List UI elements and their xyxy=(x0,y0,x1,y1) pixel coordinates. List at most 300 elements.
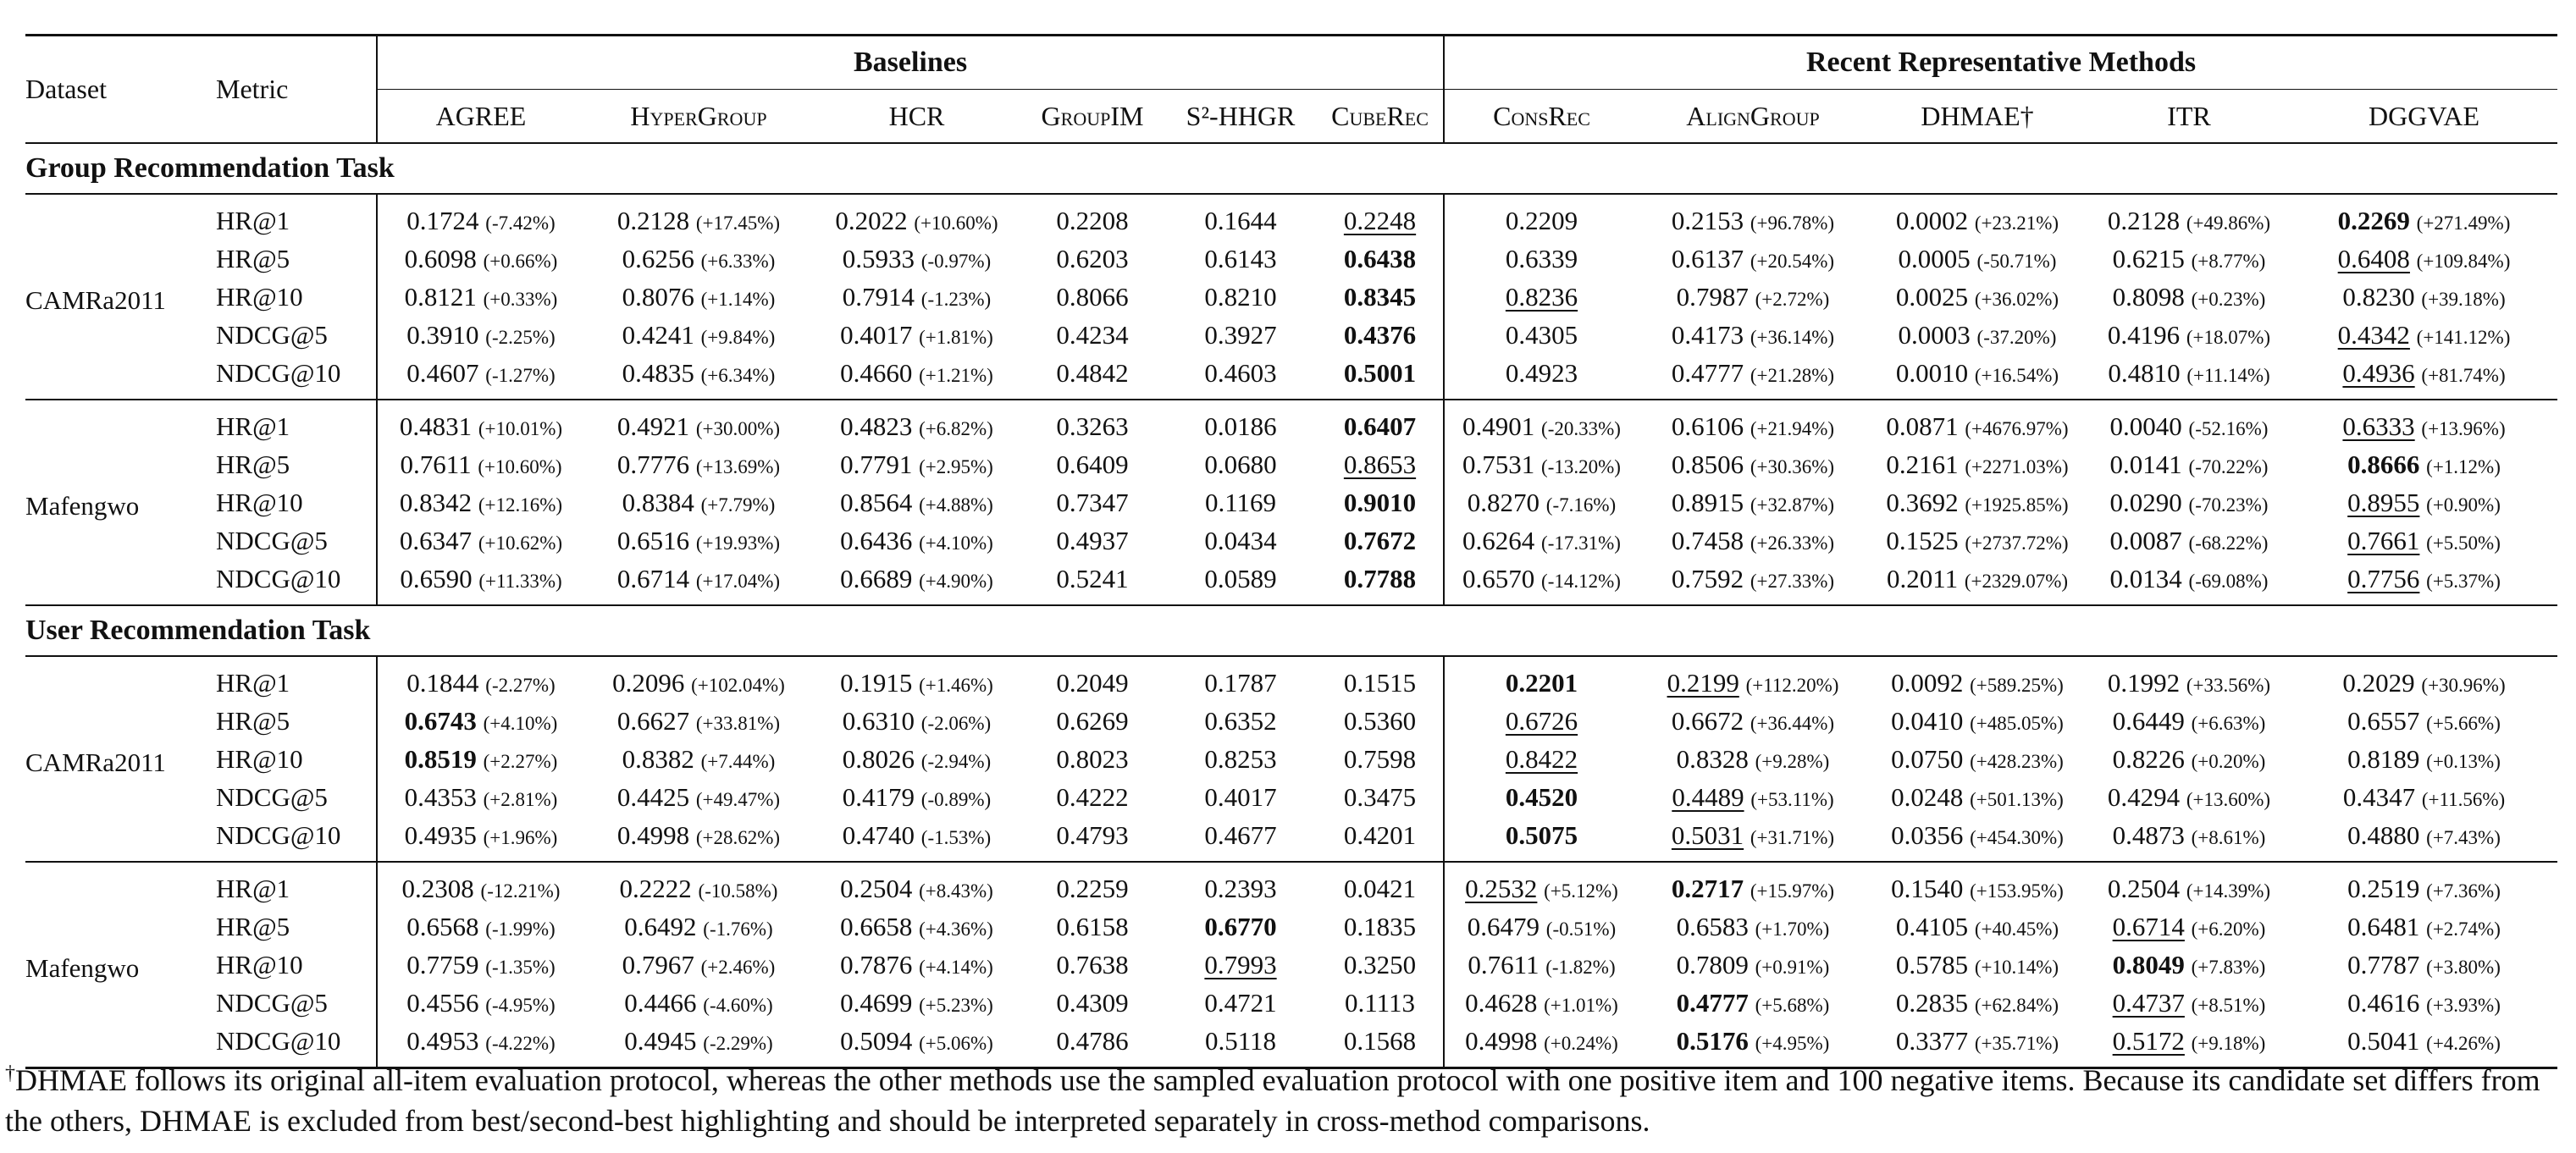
cell-value: 0.7638 xyxy=(1056,949,1129,979)
cell-value: 0.2011 xyxy=(1886,563,1959,593)
table-row xyxy=(25,278,2557,316)
metric-cell xyxy=(1164,656,1317,702)
cell-value: 0.6203 xyxy=(1056,243,1129,273)
cell-value: 0.4677 xyxy=(1204,819,1277,850)
cell-value: 0.2049 xyxy=(1056,667,1129,698)
metric-cell xyxy=(1164,908,1317,946)
relative-change: (+7.43%) xyxy=(2426,826,2501,848)
best-value: 0.7672 xyxy=(1343,525,1417,555)
metric-cell xyxy=(1867,278,2087,316)
relative-change: (+33.56%) xyxy=(2186,674,2271,696)
relative-change: (+0.66%) xyxy=(483,250,558,272)
metric-cell xyxy=(377,946,584,984)
metric-cell xyxy=(1164,702,1317,740)
relative-change: (-2.25%) xyxy=(485,326,556,348)
metric-cell xyxy=(1164,560,1317,605)
metric-cell xyxy=(1164,483,1317,521)
relative-change: (-70.22%) xyxy=(2188,455,2269,477)
cell-value: 0.4607 xyxy=(406,357,479,388)
relative-change: (-1.82%) xyxy=(1545,956,1616,978)
relative-change: (+20.54%) xyxy=(1750,250,1835,272)
relative-change: (+8.61%) xyxy=(2191,826,2266,848)
relative-change: (+9.84%) xyxy=(700,326,776,348)
metric-cell xyxy=(1867,316,2087,354)
metric-name: NDCG@5 xyxy=(216,525,328,555)
metric-cell xyxy=(2291,946,2557,984)
metric-cell xyxy=(1020,445,1164,483)
relative-change: (+3.93%) xyxy=(2426,994,2501,1016)
best-value: 0.8345 xyxy=(1343,281,1417,312)
cell-value: 0.4105 xyxy=(1895,911,1969,941)
metric-cell xyxy=(813,400,1020,445)
relative-change: (+5.50%) xyxy=(2426,532,2501,554)
metric-cell xyxy=(2087,946,2291,984)
cell-value: 0.4793 xyxy=(1056,819,1129,850)
cell-value: 0.0134 xyxy=(2109,563,2182,593)
header-row-groups xyxy=(25,36,2557,90)
relative-change: (+141.12%) xyxy=(2416,326,2511,348)
cell-value: 0.6137 xyxy=(1671,243,1744,273)
metric-cell xyxy=(1020,908,1164,946)
relative-change: (+13.60%) xyxy=(2186,788,2271,810)
metric-cell xyxy=(584,946,813,984)
relative-change: (+589.25%) xyxy=(1970,674,2064,696)
metric-cell xyxy=(1317,278,1444,316)
cell-value: 0.8121 xyxy=(404,281,477,312)
relative-change: (+30.00%) xyxy=(695,417,781,439)
table-row xyxy=(25,194,2557,240)
second-best-value: 0.4936 xyxy=(2342,357,2415,388)
metric-cell xyxy=(1639,194,1867,240)
metric-cell xyxy=(1867,656,2087,702)
metric-cell xyxy=(1317,445,1444,483)
cell-value: 0.4810 xyxy=(2108,357,2181,388)
cell-value: 0.6583 xyxy=(1676,911,1749,941)
relative-change: (+28.62%) xyxy=(695,826,781,848)
best-value: 0.7788 xyxy=(1343,563,1417,593)
cell-value: 0.4998 xyxy=(1465,1025,1538,1056)
cell-value: 0.6590 xyxy=(400,563,473,593)
metric-cell xyxy=(1020,740,1164,778)
metric-cell xyxy=(1164,521,1317,560)
metric-cell xyxy=(1867,521,2087,560)
relative-change: (+11.33%) xyxy=(478,570,562,592)
metric-cell xyxy=(1867,400,2087,445)
relative-change: (+31.71%) xyxy=(1750,826,1835,848)
metric-cell xyxy=(584,400,813,445)
method-label: AlignGroup xyxy=(1686,100,1820,131)
cell-value: 0.8328 xyxy=(1676,743,1749,774)
cell-value: 0.4556 xyxy=(406,987,479,1018)
cell-value: 0.2161 xyxy=(1886,449,1959,479)
relative-change: (+17.04%) xyxy=(695,570,781,592)
method-label: S²-HHGR xyxy=(1186,100,1296,131)
metric-cell xyxy=(2291,740,2557,778)
cell-value: 0.6492 xyxy=(624,911,697,941)
metric-name: HR@1 xyxy=(216,667,290,698)
metric-name: HR@5 xyxy=(216,911,290,941)
metric-cell xyxy=(377,316,584,354)
metric-name: NDCG@5 xyxy=(216,319,328,350)
cell-value: 0.7531 xyxy=(1462,449,1535,479)
metric-cell xyxy=(377,862,584,908)
relative-change: (+2.74%) xyxy=(2426,918,2501,940)
relative-change: (+5.12%) xyxy=(1544,880,1618,902)
cell-value: 0.6310 xyxy=(842,705,915,736)
metric-cell xyxy=(377,354,584,400)
metric-cell xyxy=(2087,560,2291,605)
metric-cell xyxy=(1444,194,1639,240)
metric-cell xyxy=(2291,984,2557,1022)
cell-value: 0.7592 xyxy=(1671,563,1744,593)
relative-change: (+15.97%) xyxy=(1750,880,1835,902)
cell-value: 0.4234 xyxy=(1056,319,1129,350)
second-best-value: 0.7993 xyxy=(1204,949,1277,979)
relative-change: (+13.96%) xyxy=(2421,417,2506,439)
metric-name: HR@5 xyxy=(216,243,290,273)
relative-change: (+153.95%) xyxy=(1970,880,2064,902)
cell-value: 0.2504 xyxy=(840,873,913,903)
metric-cell xyxy=(1444,560,1639,605)
second-best-value: 0.5172 xyxy=(2112,1025,2185,1056)
metric-cell xyxy=(1639,483,1867,521)
cell-value: 0.8382 xyxy=(622,743,694,774)
metric-cell xyxy=(2291,354,2557,400)
metric-cell xyxy=(1164,816,1317,862)
cell-value: 0.4294 xyxy=(2107,781,2181,812)
relative-change: (+40.45%) xyxy=(1974,918,2059,940)
section-title-row xyxy=(25,605,2557,656)
cell-value: 0.7809 xyxy=(1676,949,1749,979)
metric-cell xyxy=(2291,816,2557,862)
best-value: 0.8049 xyxy=(2112,949,2185,979)
metric-cell xyxy=(1639,740,1867,778)
results-table xyxy=(25,34,2557,1069)
relative-change: (+6.20%) xyxy=(2191,918,2266,940)
cell-value: 0.7987 xyxy=(1676,281,1749,312)
cell-value: 0.0589 xyxy=(1204,563,1277,593)
metric-cell xyxy=(1020,240,1164,278)
relative-change: (-7.42%) xyxy=(485,212,556,234)
relative-change: (+10.14%) xyxy=(1974,956,2059,978)
relative-change: (-1.35%) xyxy=(485,956,556,978)
cell-value: 0.1568 xyxy=(1343,1025,1417,1056)
relative-change: (+53.11%) xyxy=(1750,788,1834,810)
cell-value: 0.1915 xyxy=(840,667,913,698)
cell-value: 0.4777 xyxy=(1671,357,1744,388)
cell-value: 0.6409 xyxy=(1056,449,1129,479)
method-header xyxy=(1317,90,1444,144)
metric-cell xyxy=(1164,862,1317,908)
method-header xyxy=(584,90,813,144)
metric-cell xyxy=(1867,984,2087,1022)
metric-cell xyxy=(813,862,1020,908)
best-value: 0.5176 xyxy=(1676,1025,1749,1056)
relative-change: (+1.70%) xyxy=(1755,918,1830,940)
metric-cell xyxy=(377,984,584,1022)
metric-name: HR@10 xyxy=(216,281,303,312)
metric-cell xyxy=(1020,278,1164,316)
metric-cell xyxy=(1867,946,2087,984)
metric-cell xyxy=(2291,560,2557,605)
cell-value: 0.8076 xyxy=(622,281,694,312)
relative-change: (+2.27%) xyxy=(483,750,558,772)
metric-cell xyxy=(1317,316,1444,354)
relative-change: (+0.91%) xyxy=(1755,956,1830,978)
cell-value: 0.6215 xyxy=(2112,243,2185,273)
cell-value: 0.7347 xyxy=(1056,487,1129,517)
metric-cell xyxy=(813,483,1020,521)
method-header xyxy=(1164,90,1317,144)
metric-name: NDCG@10 xyxy=(216,563,341,593)
metric-cell xyxy=(2087,194,2291,240)
metric-cell xyxy=(813,740,1020,778)
metric-cell xyxy=(1164,278,1317,316)
metric-cell xyxy=(2291,862,2557,908)
metric-cell xyxy=(1639,354,1867,400)
best-value: 0.4376 xyxy=(1343,319,1417,350)
metric-cell xyxy=(1444,316,1639,354)
cell-value: 0.0002 xyxy=(1895,205,1969,235)
metric-cell xyxy=(377,908,584,946)
metric-cell xyxy=(1639,946,1867,984)
metric-cell xyxy=(2291,521,2557,560)
metric-cell xyxy=(584,656,813,702)
metric-cell xyxy=(1444,354,1639,400)
cell-value: 0.4179 xyxy=(842,781,915,812)
section-title: Group Recommendation Task xyxy=(25,143,2557,194)
footnote-text: DHMAE follows its original all-item evaluation protocol, whereas the other methods use the sampled evaluation protocol with one positive item and 100 negative items. Because its candidate set differs from the others, DHMAE is excluded from best/second-best highlighting and should be interpreted separately in cross-method comparisons. xyxy=(5,1063,2540,1138)
cell-value: 0.4305 xyxy=(1505,319,1578,350)
table-row xyxy=(25,656,2557,702)
cell-value: 0.0010 xyxy=(1895,357,1969,388)
cell-value: 0.4823 xyxy=(840,411,913,441)
relative-change: (+0.23%) xyxy=(2191,288,2266,310)
metric-cell xyxy=(2291,656,2557,702)
cell-value: 0.0871 xyxy=(1886,411,1959,441)
metric-cell xyxy=(1867,194,2087,240)
second-best-value: 0.2199 xyxy=(1667,667,1739,698)
metric-cell xyxy=(813,521,1020,560)
metric-cell xyxy=(1867,702,2087,740)
cell-value: 0.0003 xyxy=(1898,319,1971,350)
relative-change: (+12.16%) xyxy=(478,494,563,516)
relative-change: (-0.51%) xyxy=(1545,918,1617,940)
cell-value: 0.1787 xyxy=(1204,667,1277,698)
relative-change: (+9.28%) xyxy=(1755,750,1830,772)
method-header xyxy=(1444,90,1639,144)
relative-change: (+1925.85%) xyxy=(1965,494,2069,516)
relative-change: (-70.23%) xyxy=(2188,494,2269,516)
cell-value: 0.5360 xyxy=(1343,705,1417,736)
relative-change: (+454.30%) xyxy=(1970,826,2064,848)
metric-cell xyxy=(584,740,813,778)
cell-value: 0.0248 xyxy=(1891,781,1964,812)
metric-cell xyxy=(2087,778,2291,816)
metric-name: NDCG@10 xyxy=(216,354,377,400)
cell-value: 0.4923 xyxy=(1505,357,1578,388)
relative-change: (+7.79%) xyxy=(700,494,776,516)
metric-cell xyxy=(1639,984,1867,1022)
relative-change: (-2.27%) xyxy=(485,674,556,696)
second-best-value: 0.2532 xyxy=(1465,873,1538,903)
metric-cell xyxy=(377,240,584,278)
second-best-value: 0.7661 xyxy=(2347,525,2420,555)
relative-change: (+35.71%) xyxy=(1974,1032,2059,1054)
relative-change: (+11.56%) xyxy=(2421,788,2506,810)
cell-value: 0.0434 xyxy=(1204,525,1277,555)
relative-change: (+6.82%) xyxy=(919,417,993,439)
relative-change: (+0.33%) xyxy=(483,288,558,310)
relative-change: (+36.02%) xyxy=(1974,288,2059,310)
metric-cell xyxy=(2291,278,2557,316)
relative-change: (+4.90%) xyxy=(919,570,993,592)
best-value: 0.8519 xyxy=(404,743,477,774)
method-header xyxy=(813,90,1020,144)
method-header xyxy=(377,90,584,144)
table-row xyxy=(25,702,2557,740)
relative-change: (+4.36%) xyxy=(919,918,993,940)
metric-cell xyxy=(584,240,813,278)
relative-change: (+7.44%) xyxy=(700,750,776,772)
metric-cell xyxy=(1164,445,1317,483)
cell-value: 0.4347 xyxy=(2342,781,2416,812)
cell-value: 0.2153 xyxy=(1671,205,1744,235)
relative-change: (+2329.07%) xyxy=(1964,570,2069,592)
cell-value: 0.6347 xyxy=(399,525,473,555)
metric-cell xyxy=(1444,445,1639,483)
metric-cell xyxy=(1639,908,1867,946)
metric-cell xyxy=(1444,778,1639,816)
cell-value: 0.4921 xyxy=(616,411,690,441)
metric-cell xyxy=(377,816,584,862)
second-best-value: 0.8236 xyxy=(1505,281,1578,312)
cell-value: 0.8026 xyxy=(842,743,915,774)
relative-change: (+49.47%) xyxy=(695,788,781,810)
cell-value: 0.1113 xyxy=(1345,987,1415,1018)
metric-cell xyxy=(1317,483,1444,521)
second-best-value: 0.6408 xyxy=(2337,243,2410,273)
metric-cell xyxy=(1020,984,1164,1022)
cell-value: 0.4721 xyxy=(1204,987,1277,1018)
best-value: 0.2201 xyxy=(1505,667,1578,698)
metric-cell xyxy=(1639,400,1867,445)
relative-change: (+26.33%) xyxy=(1750,532,1835,554)
metric-cell xyxy=(1317,740,1444,778)
relative-change: (+271.49%) xyxy=(2416,212,2511,234)
relative-change: (-69.08%) xyxy=(2188,570,2269,592)
relative-change: (-50.71%) xyxy=(1976,250,2057,272)
cell-value: 0.8066 xyxy=(1056,281,1129,312)
relative-change: (+1.96%) xyxy=(483,826,558,848)
cell-value: 0.4786 xyxy=(1056,1025,1129,1056)
method-header xyxy=(1020,90,1164,144)
metric-cell xyxy=(1020,656,1164,702)
table-row xyxy=(25,560,2557,605)
metric-cell xyxy=(1164,778,1317,816)
metric-cell xyxy=(584,984,813,1022)
table-row xyxy=(25,521,2557,560)
relative-change: (-7.16%) xyxy=(1545,494,1617,516)
metric-cell xyxy=(1317,354,1444,400)
metric-cell xyxy=(2087,656,2291,702)
metric-cell xyxy=(1020,400,1164,445)
metric-cell xyxy=(584,862,813,908)
cell-value: 0.8189 xyxy=(2347,743,2420,774)
second-best-value: 0.6726 xyxy=(1505,705,1578,736)
metric-cell xyxy=(1020,778,1164,816)
best-value: 0.6438 xyxy=(1343,243,1417,273)
second-best-value: 0.8422 xyxy=(1505,743,1578,774)
relative-change: (+36.44%) xyxy=(1750,712,1835,734)
cell-value: 0.6106 xyxy=(1671,411,1744,441)
cell-value: 0.7967 xyxy=(622,949,694,979)
relative-change: (+2.72%) xyxy=(1755,288,1830,310)
second-best-value: 0.2248 xyxy=(1343,205,1417,235)
cell-value: 0.2022 xyxy=(835,205,908,235)
metric-cell xyxy=(1444,862,1639,908)
metric-cell xyxy=(1317,656,1444,702)
cell-value: 0.6568 xyxy=(406,911,479,941)
cell-value: 0.6352 xyxy=(1204,705,1277,736)
method-header xyxy=(1639,90,1867,144)
relative-change: (+0.90%) xyxy=(2426,494,2501,516)
metric-cell xyxy=(584,702,813,740)
metric-cell xyxy=(1317,702,1444,740)
cell-value: 0.1525 xyxy=(1886,525,1959,555)
relative-change: (-68.22%) xyxy=(2188,532,2269,554)
metric-cell xyxy=(584,816,813,862)
results-table-container xyxy=(25,34,2557,1069)
cell-value: 0.2128 xyxy=(2107,205,2181,235)
metric-cell xyxy=(1444,278,1639,316)
cell-value: 0.8915 xyxy=(1671,487,1744,517)
metric-cell xyxy=(1317,816,1444,862)
metric-cell xyxy=(1867,354,2087,400)
relative-change: (+23.21%) xyxy=(1974,212,2059,234)
metric-cell xyxy=(813,240,1020,278)
cell-value: 0.3927 xyxy=(1204,319,1277,350)
metric-name: HR@1 xyxy=(216,873,290,903)
cell-value: 0.6158 xyxy=(1056,911,1129,941)
second-best-value: 0.6714 xyxy=(2112,911,2185,941)
relative-change: (+13.69%) xyxy=(695,455,781,477)
metric-cell xyxy=(1020,354,1164,400)
cell-value: 0.3692 xyxy=(1886,487,1959,517)
cell-value: 0.6516 xyxy=(616,525,690,555)
relative-change: (+16.54%) xyxy=(1974,364,2059,386)
best-value: 0.5075 xyxy=(1505,819,1578,850)
header-row-methods xyxy=(25,90,2557,144)
cell-value: 0.2393 xyxy=(1204,873,1277,903)
relative-change: (+6.33%) xyxy=(700,250,776,272)
metric-cell xyxy=(813,316,1020,354)
relative-change: (+8.43%) xyxy=(919,880,993,902)
table-footnote xyxy=(5,1053,2554,1141)
relative-change: (+2.95%) xyxy=(919,455,993,477)
metric-cell xyxy=(377,445,584,483)
metric-cell xyxy=(2087,702,2291,740)
relative-change: (+11.14%) xyxy=(2186,364,2270,386)
cell-value: 0.4935 xyxy=(404,819,477,850)
metric-cell xyxy=(2087,240,2291,278)
relative-change: (+32.87%) xyxy=(1750,494,1835,516)
relative-change: (+0.20%) xyxy=(2191,750,2266,772)
relative-change: (+17.45%) xyxy=(695,212,781,234)
method-header xyxy=(2087,90,2291,144)
metric-cell xyxy=(1164,194,1317,240)
section-title-row xyxy=(25,143,2557,194)
